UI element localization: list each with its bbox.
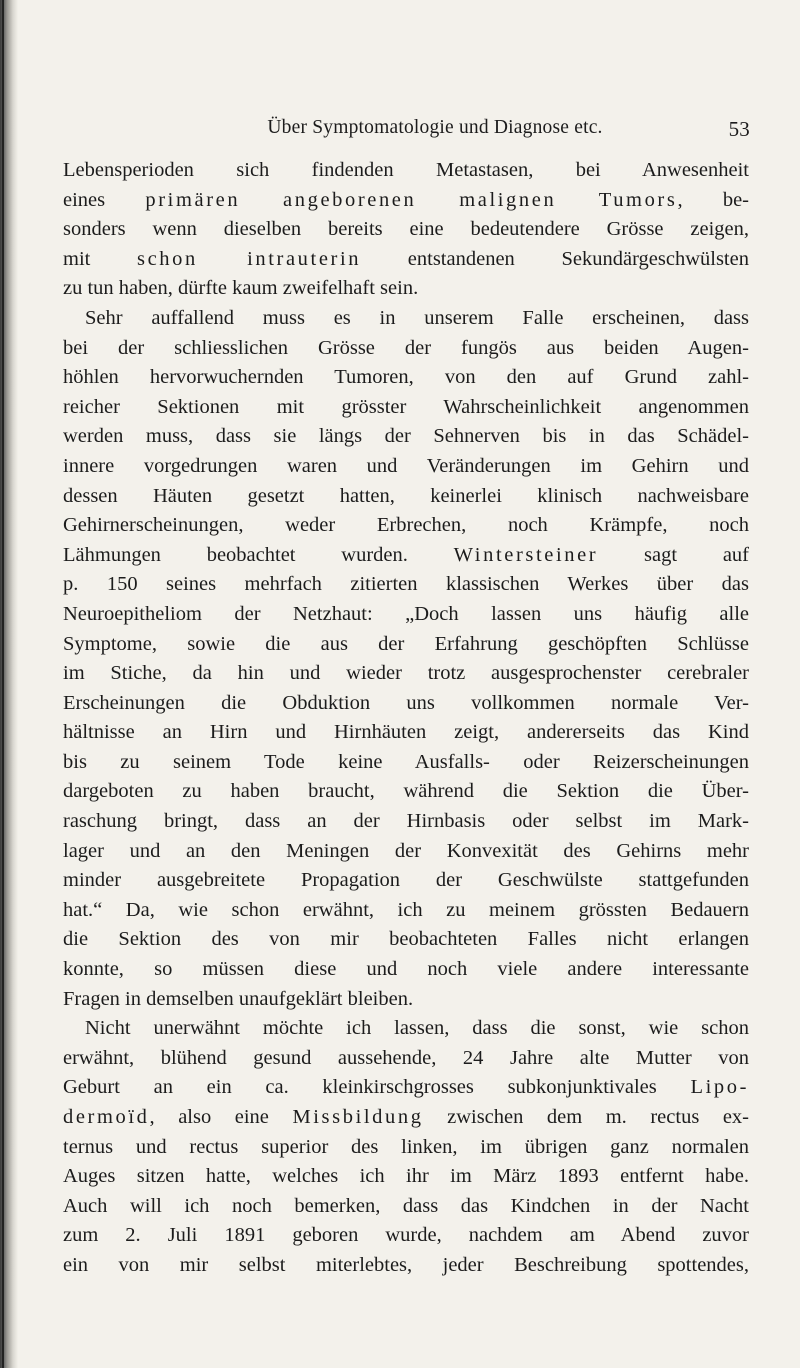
text-segment: konnte, so müssen diese und noch viele andere interessante [63,958,749,981]
text-line [63,274,749,304]
text-line [63,985,749,1015]
text-line [63,955,749,985]
text-segment: hat.“ Da, wie schon erwähnt, ich zu meinem grössten Bedauern [63,898,749,921]
text-line [63,1073,749,1103]
text-line [63,1162,749,1192]
text-segment: ternus und rectus superior des linken, im übrigen ganz normalen [63,1135,749,1158]
text-segment: mit [63,247,138,270]
text-segment: zu tun haben, dürfte kaum zweifelhaft sein. [63,277,419,300]
text-segment: im Stiche, da hin und wieder trotz ausgesprochenster cerebraler [63,662,749,685]
text-segment: Auges sitzen hatte, welches ich ihr im März 1893 entfernt habe. [63,1165,749,1188]
text-line [63,1221,749,1251]
text-line [63,482,749,512]
text-segment: lager und an den Meningen der Konvexität des Gehirns mehr [63,839,749,862]
text-line [63,1192,749,1222]
text-segment: Auch will ich noch bemerken, dass das Kindchen in der Nacht [63,1194,749,1217]
text-segment: sagt auf [598,543,749,566]
text-line [63,777,749,807]
text-segment: eines [63,188,146,211]
text-line [63,866,749,896]
text-segment: raschung bringt, dass an der Hirnbasis oder selbst im Mark- [63,810,749,833]
text-line [63,630,749,660]
text-segment: Gehirnerscheinungen, weder Erbrechen, noch Krämpfe, noch [63,514,749,537]
page-number: 53 [728,117,750,141]
text-segment: Symptome, sowie die aus der Erfahrung geschöpften Schlüsse [63,632,749,655]
text-segment: p. 150 seines mehrfach zitierten klassischen Werkes über das [63,573,749,596]
text-segment: Lähmungen beobachtet wurden. [63,543,454,566]
text-segment: Geburt an ein ca. kleinkirschgrosses subkonjunktivales [63,1076,691,1099]
text-line [63,1133,749,1163]
text-segment: Fragen in demselben unaufgeklärt bleiben. [63,987,414,1010]
text-segment: Sehr auffallend muss es in unserem Falle erscheinen, dass [85,306,749,329]
spaced-emphasis-text: dermoïd [63,1106,150,1128]
text-segment: ein von mir selbst miterlebtes, jeder Beschreibung spottendes, [63,1253,749,1276]
text-line [63,245,749,275]
spaced-emphasis-text: primären angeborenen malignen Tumors [145,188,678,211]
text-line [63,304,749,334]
text-line [63,334,749,364]
text-segment: reicher Sektionen mit grösster Wahrscheinlichkeit angenommen [63,395,749,418]
text-line [63,718,749,748]
text-segment: Erscheinungen die Obduktion uns vollkommen normale Ver- [63,691,749,714]
text-segment: Nicht unerwähnt möchte ich lassen, dass die sonst, wie schon [85,1017,749,1040]
page-binding-edge [2,0,4,1368]
text-segment: zwischen dem m. rectus ex- [423,1106,749,1128]
running-title: Über Symptomatologie und Diagnose etc. [267,117,603,138]
text-line [63,748,749,778]
text-line [63,1251,749,1281]
text-line [63,600,749,630]
text-segment: dargeboten zu haben braucht, während die Sektion die Über- [63,780,749,803]
text-line [63,186,749,216]
text-line [63,393,749,423]
text-segment: entstandenen Sekundärgeschwülsten [361,247,749,270]
text-segment: bei der schliesslichen Grösse der fungös aus beiden Augen- [63,336,749,359]
text-segment: sonders wenn dieselben bereits eine bedeutendere Grösse zeigen, [63,218,749,241]
text-segment: Neuroepitheliom der Netzhaut: „Doch lassen uns häufig alle [63,602,749,625]
spaced-emphasis-text: Missbildung [292,1106,424,1128]
body-text [63,156,749,1281]
text-segment: die Sektion des von mir beobachteten Falles nicht erlangen [63,928,749,951]
text-line [63,156,749,186]
text-line [63,837,749,867]
text-line [63,1103,749,1133]
text-segment: bis zu seinem Tode keine Ausfalls- oder Reizerscheinungen [63,750,749,773]
text-line [63,1014,749,1044]
text-line [63,570,749,600]
spaced-emphasis-text: schon intrauterin [137,247,362,270]
text-line [63,689,749,719]
text-segment: zum 2. Juli 1891 geboren wurde, nachdem am Abend zuvor [63,1224,749,1247]
text-segment: , also eine [149,1106,293,1128]
text-line [63,896,749,926]
text-segment: dessen Häuten gesetzt hatten, keinerlei klinisch nachweisbare [63,484,749,507]
text-line [63,1044,749,1074]
text-segment: hältnisse an Hirn und Hirnhäuten zeigt, andererseits das Kind [63,721,749,744]
text-segment: minder ausgebreitete Propagation der Geschwülste stattgefunden [63,869,749,892]
text-segment: Lebensperioden sich findenden Metastasen, bei Anwesenheit [63,159,749,181]
text-line [63,807,749,837]
text-line [63,452,749,482]
text-line [63,215,749,245]
text-segment: , be- [677,188,749,211]
text-line [63,925,749,955]
running-head [120,117,750,147]
spaced-emphasis-text: Lipo- [690,1076,749,1099]
text-line [63,541,749,571]
spaced-emphasis-text: Wintersteiner [453,543,599,566]
text-line [63,659,749,689]
text-segment: werden muss, dass sie längs der Sehnerven bis in das Schädel- [63,425,749,448]
text-line [63,511,749,541]
text-line [63,363,749,393]
text-segment: erwähnt, blühend gesund aussehende, 24 Jahre alte Mutter von [63,1046,749,1069]
text-line [63,422,749,452]
text-segment: höhlen hervorwuchernden Tumoren, von den auf Grund zahl- [63,366,749,389]
text-segment: innere vorgedrungen waren und Veränderungen im Gehirn und [63,454,749,477]
